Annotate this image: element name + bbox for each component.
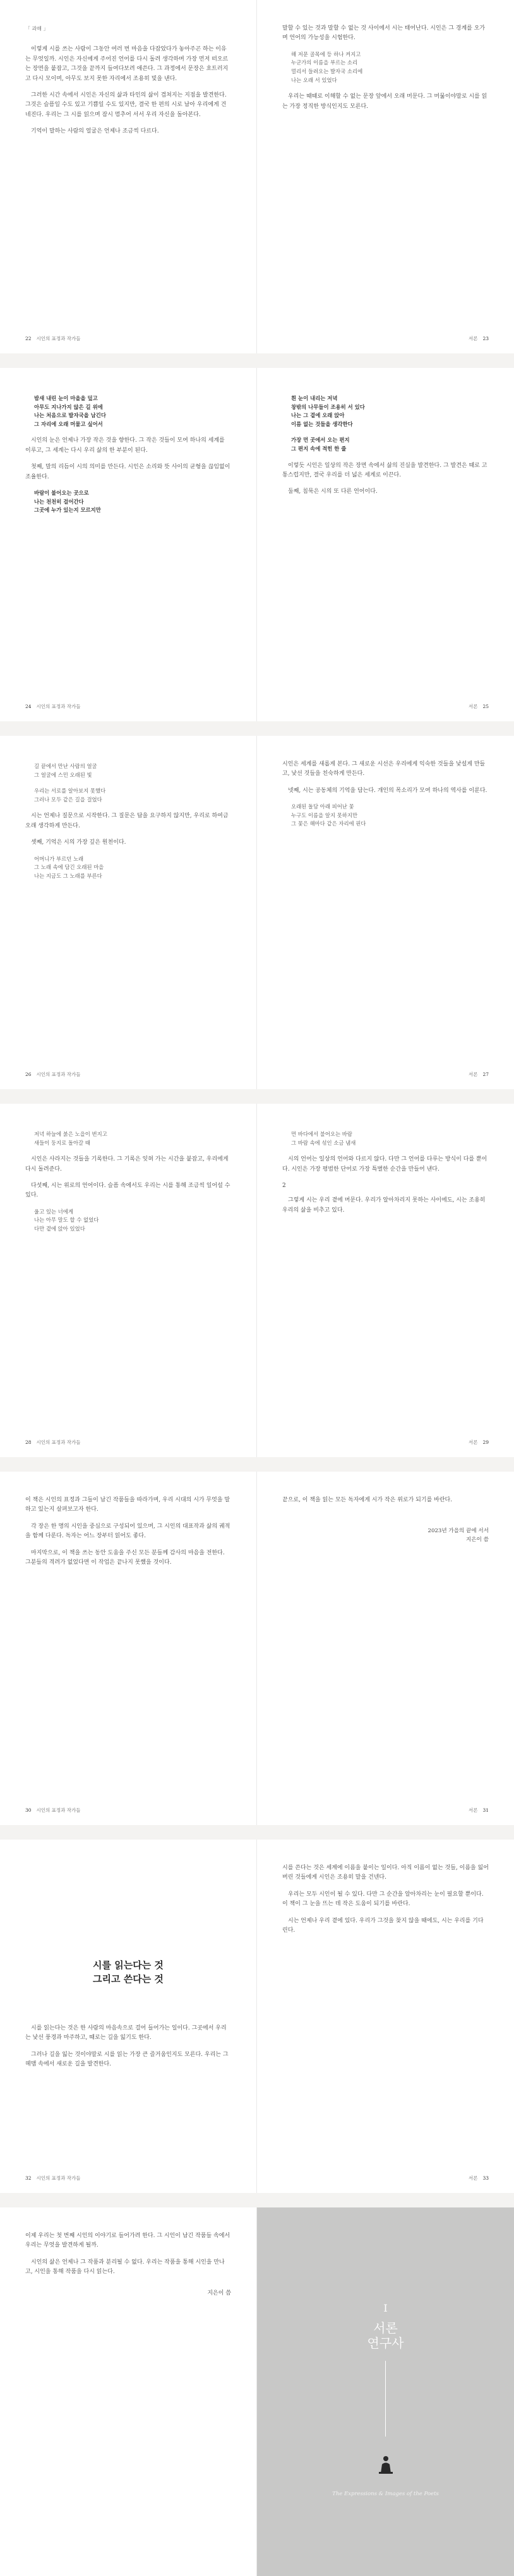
poem-line: 그 자리에 오래 머물고 싶어서: [34, 420, 103, 427]
paragraph: 시인은 세계를 새롭게 본다. 그 새로운 시선은 우리에게 익숙한 것들을 낯설게 만들고, 낯선 것들을 친숙하게 만든다.: [282, 761, 486, 777]
essay-title: [25, 1958, 231, 1986]
paragraph: 우리는 모두 시인이 될 수 있다. 다만 그 순간을 알아차리는 눈이 필요할 뿐이다. 이 책이 그 눈을 뜨는 데 작은 도움이 되기를 바란다.: [282, 1891, 484, 1908]
signature-author: 지은이 씀: [207, 2289, 231, 2296]
poem-line: 저녁 하늘에 붉은 노을이 번지고: [34, 1131, 107, 1137]
poem-line: 그 편지 속에 적힌 한 줄: [291, 445, 347, 452]
section-title-line: 서론: [373, 2320, 398, 2336]
running-title: 서론: [468, 1072, 478, 1077]
paragraph: 끝으로, 이 책을 읽는 모든 독자에게 시가 작은 위로가 되기를 바란다.: [282, 1497, 453, 1503]
running-title: 시인의 표정과 작가들: [36, 704, 81, 709]
poem-block: [34, 855, 231, 881]
running-title: 서론: [468, 336, 478, 341]
page-footer: [469, 1439, 489, 1446]
paragraph: 시는 언제나 질문으로 시작한다. 그 질문은 답을 요구하지 않지만, 우리로 하여금 오래 생각하게 만든다.: [25, 813, 229, 829]
page-footer: [469, 703, 489, 710]
poem-line: 길 끝에서 만난 사람의 얼굴: [34, 763, 97, 769]
page-34: [0, 2207, 257, 2576]
paragraph: 이렇게 시를 쓰는 사람이 그동안 여러 번 마음을 다잡았다가 놓아주곤 하는 이유는 무엇일까. 시인은 자신에게 주어진 언어를 다시 돌려 생각하며 가장 먼저 떠오르는 장면을 붙잡고, 그것을 끝까지 들여다보려 애쓴다. 그 과정에서 문장은 흐트러지고 다시 모이며, 아무도 보지 못한 자리에서 조용히 빛을 낸다.: [25, 46, 229, 82]
page-number: 26: [25, 1072, 32, 1077]
running-title: 시인의 표정과 작가들: [36, 1807, 81, 1813]
poem-block: [291, 50, 489, 85]
poem-line: 가장 먼 곳에서 오는 편지: [291, 437, 350, 444]
poem-line: 먼 바다에서 불어오는 바람: [291, 1131, 352, 1137]
paragraph: 시는 언제나 우리 곁에 있다. 우리가 그것을 찾지 않을 때에도, 시는 우리를 기다린다.: [282, 1917, 484, 1934]
poem-line: 새들이 둥지로 돌아갈 때: [34, 1139, 90, 1146]
divider-line: [385, 2361, 386, 2437]
paragraph: 첫째, 말의 리듬이 시의 의미를 만든다. 시인은 소리와 뜻 사이의 균형을 끊임없이 조율한다.: [25, 464, 230, 480]
paragraph: 그렇게 시는 우리 곁에 머문다. 우리가 알아차리지 못하는 사이에도, 시는 조용히 우리의 삶을 비추고 있다.: [282, 1197, 486, 1214]
running-title: 시인의 표정과 작가들: [36, 1439, 81, 1445]
poem-line: 그곳에 누가 있는지 모르지만: [34, 507, 101, 514]
paragraph: 말할 수 있는 것과 말할 수 없는 것 사이에서 시는 태어난다. 시인은 그 경계를 오가며 언어의 가능성을 시험한다.: [282, 25, 486, 42]
section-divider: [257, 2207, 514, 2576]
paragraph: 이제 우리는 첫 번째 시인의 이야기로 들어가려 한다. 그 시인이 남긴 작품들 속에서 우리는 무엇을 발견하게 될까.: [25, 2233, 230, 2249]
poem-block: [34, 787, 231, 804]
poem-line: 그 꽃은 해마다 같은 자리에 핀다: [291, 820, 366, 827]
poem-line: 오래된 돌담 아래 피어난 꽃: [291, 803, 354, 810]
paragraph: 시를 읽는다는 것은 한 사람의 마음속으로 걸어 들어가는 일이다. 그곳에서 우리는 낯선 풍경과 마주하고, 때로는 길을 잃기도 한다.: [25, 2025, 227, 2041]
page-number: 30: [25, 1807, 32, 1813]
page-body: [25, 760, 231, 888]
poem-block: [34, 1130, 231, 1147]
spread-1: [0, 0, 514, 353]
page-24: [0, 368, 257, 721]
section-tag: 「 과해 」: [25, 26, 49, 32]
paragraph: 시인은 사라지는 것들을 기록한다. 그 기록은 잊혀 가는 시간을 붙잡고, 우리에게 다시 돌려준다.: [25, 1156, 229, 1173]
page-23: [257, 0, 514, 353]
poem-block: [34, 394, 231, 428]
page-28: [0, 1104, 257, 1457]
page-number: 22: [25, 336, 32, 341]
running-title: 서론: [468, 2175, 478, 2181]
spread-2: [0, 368, 514, 721]
poem-line: 나는 처음으로 발자국을 남긴다: [34, 412, 106, 419]
poem-line: 바람이 불어오는 곳으로: [34, 490, 89, 496]
running-title: 시인의 표정과 작가들: [36, 1072, 81, 1077]
poem-line: 창밖의 나무들이 조용히 서 있다: [291, 403, 365, 410]
poem-line: 나는 지금도 그 노래를 부른다: [34, 872, 102, 879]
poem-line: 그 노래 속에 담긴 오래된 마을: [34, 864, 104, 871]
page-33: [257, 1840, 514, 2193]
page-body: [282, 24, 489, 119]
running-title: 시인의 표정과 작가들: [36, 2175, 81, 2181]
poem-line: 우리는 서로를 알아보지 못했다: [34, 788, 106, 795]
page-footer: [469, 335, 489, 342]
running-title: 시인의 표정과 작가들: [36, 336, 81, 341]
section-divider-page: [257, 2207, 514, 2576]
poem-line: 나는 천천히 걸어간다: [34, 498, 84, 505]
running-title: 서론: [468, 1439, 478, 1445]
poem-line: 나는 오래 서 있었다: [291, 76, 337, 83]
poem-line: 그 바람 속에 섞인 소금 냄새: [291, 1139, 356, 1146]
spread-4: [0, 1104, 514, 1457]
page-body: [25, 1128, 231, 1241]
page-26: [0, 736, 257, 1089]
page-number: 32: [25, 2175, 32, 2181]
page-29: [257, 1104, 514, 1457]
poem-block: [291, 436, 489, 453]
spread-5: [0, 1472, 514, 1825]
section-title: [368, 2320, 404, 2351]
page-footer: [25, 1439, 81, 1446]
essay-title-line: 시를 읽는다는 것: [93, 1959, 164, 1971]
paragraph: 기억이 말하는 사람의 얼굴은 언제나 조금씩 다르다.: [31, 128, 159, 135]
poem-line: 누군가의 이름을 부르는 소리: [291, 59, 358, 66]
page-32: [0, 1840, 257, 2193]
poem-line: 울고 있는 너에게: [34, 1208, 73, 1215]
paragraph: 마지막으로, 이 책을 쓰는 동안 도움을 주신 모든 분들께 감사의 마음을 전한다. 그분들의 격려가 없었다면 이 작업은 끝나지 못했을 것이다.: [25, 1549, 225, 1566]
spread-7: [0, 2207, 514, 2576]
poem-block: [291, 1130, 489, 1147]
page-footer: [469, 1071, 489, 1078]
paragraph: 그러나 길을 잃는 것이야말로 시를 읽는 가장 큰 즐거움인지도 모른다. 우리는 그 헤맴 속에서 새로운 길을 발견한다.: [25, 2051, 229, 2068]
paragraph: 넷째, 시는 공동체의 기억을 담는다. 개인의 목소리가 모여 하나의 역사를 이룬다.: [288, 787, 487, 794]
poem-line: 그 얼굴에 스민 오래된 빛: [34, 771, 92, 778]
page-number: 23: [482, 336, 489, 341]
paragraph: 둘째, 침묵은 시의 또 다른 언어이다.: [288, 488, 378, 495]
paragraph: 셋째, 기억은 시의 가장 깊은 원천이다.: [31, 839, 126, 846]
paragraph: 이렇듯 시인은 일상의 작은 장면 속에서 삶의 진실을 발견한다. 그 발견은 때로 고통스럽지만, 결국 우리를 더 넓은 세계로 이끈다.: [282, 462, 487, 478]
paragraph: 시인의 삶은 언제나 그 작품과 분리될 수 없다. 우리는 작품을 통해 시인을 만나고, 시인을 통해 작품을 다시 읽는다.: [25, 2259, 225, 2276]
page-body: [282, 1496, 489, 1547]
page-body: [282, 1128, 489, 1222]
page-footer: [469, 1807, 489, 1814]
page-25: [257, 368, 514, 721]
paragraph: 이 책은 시인의 표정과 그들이 남긴 작품들을 따라가며, 우리 시대의 시가 무엇을 말하고 있는지 살펴보고자 한다.: [25, 1497, 230, 1513]
poem-block: [291, 394, 489, 428]
spread-6: [0, 1840, 514, 2193]
page-footer: [469, 2175, 489, 2182]
paragraph: 시의 언어는 일상의 언어와 다르지 않다. 다만 그 언어를 다루는 방식이 다를 뿐이다. 시인은 가장 평범한 단어로 가장 특별한 순간을 만들어 낸다.: [282, 1156, 487, 1173]
running-title: 서론: [468, 704, 478, 709]
page-footer: [25, 2175, 81, 2182]
page-number: 33: [482, 2175, 489, 2181]
poem-line: 아무도 지나가지 않은 길 위에: [34, 403, 103, 410]
poem-block: [34, 1208, 231, 1234]
page-footer: [25, 335, 81, 342]
page-number: 25: [482, 704, 489, 709]
page-footer: [25, 703, 81, 710]
essay-title-line: 그리고 쓴다는 것: [93, 1973, 164, 1985]
poem-line: 그러나 모두 같은 길을 걸었다: [34, 796, 102, 803]
page-27: [257, 736, 514, 1089]
seated-figure-icon: [377, 2455, 395, 2474]
page-31: [257, 1472, 514, 1825]
section-caption: The Expressions & Images of the Poets: [332, 2491, 439, 2497]
paragraph: 시를 쓴다는 것은 세계에 이름을 붙이는 일이다. 아직 이름이 없는 것들, 이름을 잃어버린 것들에게 시인은 조용히 말을 건넨다.: [282, 1865, 489, 1881]
poem-line: 밤새 내린 눈이 마을을 덮고: [34, 395, 98, 401]
paragraph: 그러한 시간 속에서 시인은 자신의 삶과 타인의 삶이 겹쳐지는 지점을 발견한다. 그것은 슬픔일 수도 있고 기쁨일 수도 있지만, 결국 한 편의 시로 남아 우리에게 건네진다. 우리는 그 시를 읽으며 잠시 멈추어 서서 우리 자신을 돌아본다.: [25, 92, 227, 118]
signature-date: 2023년 가을의 끝에 서서: [427, 1528, 489, 1535]
poem-line: 흰 눈이 내리는 저녁: [291, 395, 338, 401]
page-number: 29: [482, 1439, 489, 1445]
poem-block: [291, 803, 489, 829]
page-body: [25, 1864, 231, 2077]
paragraph: 우리는 때때로 이해할 수 없는 문장 앞에서 오래 머문다. 그 머묾이야말로 시를 읽는 가장 정직한 방식인지도 모른다.: [282, 93, 487, 110]
poem-line: 누구도 이름을 알지 못하지만: [291, 812, 358, 818]
page-body: [25, 24, 231, 144]
poem-block: [34, 762, 231, 779]
page-30: [0, 1472, 257, 1825]
signature-block: [282, 1527, 489, 1544]
poem-line: 이름 없는 것들을 생각한다: [291, 420, 353, 427]
signature-author: 지은이 씀: [466, 1537, 489, 1544]
poem-line: 어머니가 부르던 노래: [34, 855, 84, 862]
poem-line: 멀리서 들려오는 발자국 소리에: [291, 68, 363, 74]
poem-line: 나는 아무 말도 할 수 없었다: [34, 1217, 99, 1224]
page-number: 24: [25, 704, 32, 709]
section-numeral: I: [383, 2302, 388, 2314]
paragraph: 시인의 눈은 언제나 가장 작은 것을 향한다. 그 작은 것들이 모여 하나의 세계를 이루고, 그 세계는 다시 우리 삶의 한 부분이 된다.: [25, 437, 225, 454]
page-body: [25, 392, 231, 523]
section-number: 2: [282, 1183, 286, 1189]
poem-block: [34, 489, 231, 515]
page-body: [282, 1864, 489, 1942]
page-number: 31: [482, 1807, 489, 1813]
page-number: 28: [25, 1439, 32, 1445]
running-title: 서론: [468, 1807, 478, 1813]
page-body: [282, 760, 489, 836]
page-body: [25, 1496, 231, 1575]
poem-line: 다만 곁에 앉아 있었다: [34, 1226, 85, 1232]
page-number: 27: [482, 1072, 489, 1077]
spread-3: [0, 736, 514, 1089]
poem-line: 나는 그 곁에 오래 앉아: [291, 412, 345, 419]
page-body: [25, 2231, 231, 2298]
page-22: [0, 0, 257, 353]
paragraph: 다섯째, 시는 위로의 언어이다. 슬픔 속에서도 우리는 시를 통해 조금씩 일어설 수 있다.: [25, 1183, 230, 1199]
poem-line: 해 저문 골목에 등 하나 켜지고: [291, 50, 361, 57]
page-footer: [25, 1807, 81, 1814]
page-body: [282, 392, 489, 504]
section-title-line: 연구사: [367, 2336, 404, 2351]
paragraph: 각 장은 한 명의 시인을 중심으로 구성되어 있으며, 그 시인의 대표작과 삶의 궤적을 함께 다룬다. 독자는 어느 장부터 읽어도 좋다.: [25, 1523, 230, 1540]
page-footer: [25, 1071, 81, 1078]
